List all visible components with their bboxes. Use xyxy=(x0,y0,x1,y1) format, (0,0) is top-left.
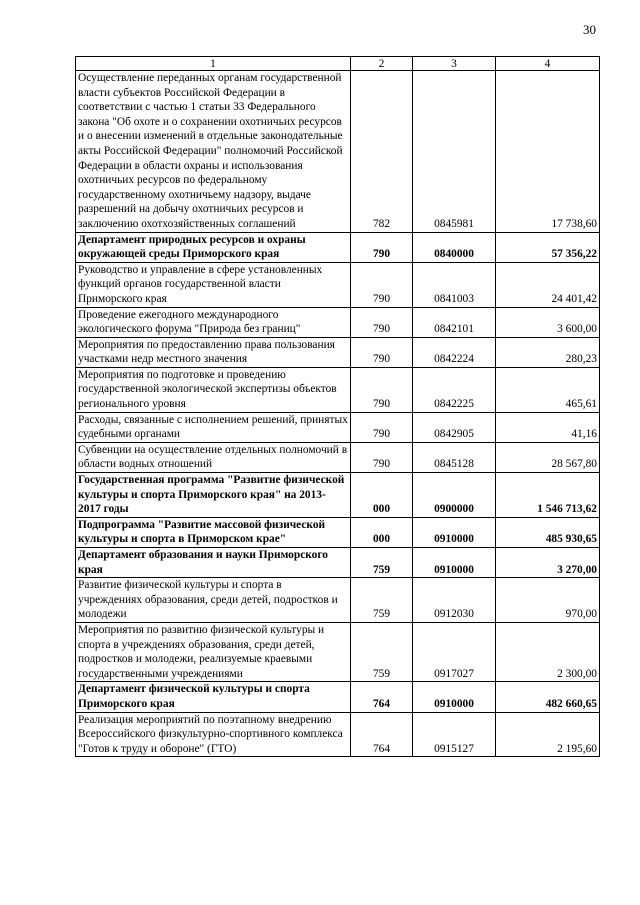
table-header-row xyxy=(76,57,600,71)
row-name-cell: Мероприятия по развитию физической культуры и спорта в учреждениях образования, среди детей, подростков и молодежи, реализуемые краевыми государственными учреждениями xyxy=(76,622,351,681)
table-row xyxy=(76,367,600,412)
row-ministry-code-cell: 790 xyxy=(351,412,413,442)
table-row xyxy=(76,473,600,518)
row-target-code-cell: 0842101 xyxy=(413,307,496,337)
row-ministry-code-cell: 759 xyxy=(351,578,413,623)
column-header: 4 xyxy=(496,57,600,71)
row-amount-cell: 465,61 xyxy=(496,367,600,412)
row-amount-cell: 3 270,00 xyxy=(496,548,600,578)
row-name-cell: Реализация мероприятий по поэтапному внедрению Всероссийского физкультурно-спортивного комплекса "Готов к труду и обороне" (ГТО) xyxy=(76,712,351,757)
table-row xyxy=(76,517,600,547)
row-target-code-cell: 0840000 xyxy=(413,232,496,262)
table-row xyxy=(76,682,600,712)
row-ministry-code-cell: 764 xyxy=(351,682,413,712)
row-amount-cell: 970,00 xyxy=(496,578,600,623)
row-amount-cell: 3 600,00 xyxy=(496,307,600,337)
row-target-code-cell: 0910000 xyxy=(413,682,496,712)
table-row xyxy=(76,232,600,262)
row-ministry-code-cell: 782 xyxy=(351,71,413,233)
table-body xyxy=(76,71,600,757)
row-name-cell: Департамент образования и науки Приморского края xyxy=(76,548,351,578)
row-target-code-cell: 0841003 xyxy=(413,262,496,307)
column-header: 2 xyxy=(351,57,413,71)
row-name-cell: Мероприятия по предоставлению права пользования участками недр местного значения xyxy=(76,337,351,367)
row-ministry-code-cell: 790 xyxy=(351,367,413,412)
table-row xyxy=(76,712,600,757)
table-row xyxy=(76,337,600,367)
row-name-cell: Департамент физической культуры и спорта Приморского края xyxy=(76,682,351,712)
row-target-code-cell: 0845128 xyxy=(413,442,496,472)
row-ministry-code-cell: 790 xyxy=(351,337,413,367)
row-target-code-cell: 0900000 xyxy=(413,473,496,518)
row-amount-cell: 482 660,65 xyxy=(496,682,600,712)
row-name-cell: Субвенции на осуществление отдельных полномочий в области водных отношений xyxy=(76,442,351,472)
row-ministry-code-cell: 790 xyxy=(351,307,413,337)
row-name-cell: Подпрограмма "Развитие массовой физической культуры и спорта в Приморском крае" xyxy=(76,517,351,547)
row-amount-cell: 24 401,42 xyxy=(496,262,600,307)
row-name-cell: Осуществление переданных органам государственной власти субъектов Российской Федерации в соответствии с частью 1 статьи 33 Федерального закона "Об охоте и о сохранении охотничьих ресурсов и о внесении изменений в отдельные законодательные акты Российской Федерации" полномочий Российской Федерации в области охраны и использования охотничьих ресурсов по федеральному государственному охотничьему надзору, выдаче разрешений на добычу охотничьих ресурсов и заключению охотхозяйственных соглашений xyxy=(76,71,351,233)
row-ministry-code-cell: 790 xyxy=(351,232,413,262)
row-name-cell: Государственная программа "Развитие физической культуры и спорта Приморского края" на 2013-2017 годы xyxy=(76,473,351,518)
row-ministry-code-cell: 759 xyxy=(351,622,413,681)
row-target-code-cell: 0915127 xyxy=(413,712,496,757)
table-row xyxy=(76,412,600,442)
table-row xyxy=(76,578,600,623)
row-amount-cell: 1 546 713,62 xyxy=(496,473,600,518)
row-target-code-cell: 0910000 xyxy=(413,548,496,578)
row-amount-cell: 2 195,60 xyxy=(496,712,600,757)
column-header: 1 xyxy=(76,57,351,71)
row-target-code-cell: 0842224 xyxy=(413,337,496,367)
row-amount-cell: 17 738,60 xyxy=(496,71,600,233)
table-row xyxy=(76,548,600,578)
row-ministry-code-cell: 764 xyxy=(351,712,413,757)
row-amount-cell: 28 567,80 xyxy=(496,442,600,472)
row-amount-cell: 41,16 xyxy=(496,412,600,442)
row-amount-cell: 485 930,65 xyxy=(496,517,600,547)
row-ministry-code-cell: 759 xyxy=(351,548,413,578)
row-amount-cell: 57 356,22 xyxy=(496,232,600,262)
row-name-cell: Проведение ежегодного международного экологического форума "Природа без границ" xyxy=(76,307,351,337)
row-name-cell: Расходы, связанные с исполнением решений, принятых судебными органами xyxy=(76,412,351,442)
row-target-code-cell: 0842225 xyxy=(413,367,496,412)
row-name-cell: Мероприятия по подготовке и проведению государственной экологической экспертизы объектов регионального уровня xyxy=(76,367,351,412)
table-row xyxy=(76,71,600,233)
row-ministry-code-cell: 000 xyxy=(351,517,413,547)
row-target-code-cell: 0842905 xyxy=(413,412,496,442)
table-row xyxy=(76,262,600,307)
row-target-code-cell: 0910000 xyxy=(413,517,496,547)
row-target-code-cell: 0917027 xyxy=(413,622,496,681)
column-header: 3 xyxy=(413,57,496,71)
row-ministry-code-cell: 790 xyxy=(351,262,413,307)
row-target-code-cell: 0912030 xyxy=(413,578,496,623)
row-ministry-code-cell: 000 xyxy=(351,473,413,518)
row-target-code-cell: 0845981 xyxy=(413,71,496,233)
budget-table xyxy=(75,56,600,757)
row-ministry-code-cell: 790 xyxy=(351,442,413,472)
table-row xyxy=(76,622,600,681)
page-number: 30 xyxy=(583,22,596,37)
row-name-cell: Руководство и управление в сфере установленных функций органов государственной власти Приморского края xyxy=(76,262,351,307)
row-amount-cell: 2 300,00 xyxy=(496,622,600,681)
row-name-cell: Департамент природных ресурсов и охраны окружающей среды Приморского края xyxy=(76,232,351,262)
row-name-cell: Развитие физической культуры и спорта в учреждениях образования, среди детей, подростков и молодежи xyxy=(76,578,351,623)
table-row xyxy=(76,442,600,472)
row-amount-cell: 280,23 xyxy=(496,337,600,367)
table-row xyxy=(76,307,600,337)
